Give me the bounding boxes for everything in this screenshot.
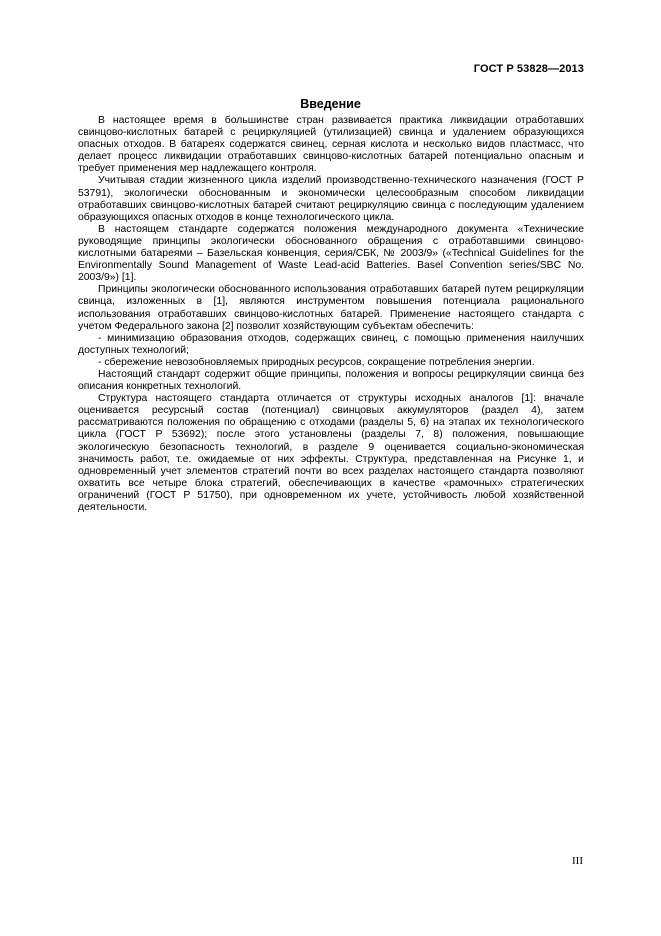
body-text bbox=[78, 115, 584, 514]
paragraph: Учитывая стадии жизненного цикла изделий производственно-технического назначения (ГОСТ Р 53791), экологически обоснованным и экономически целесообразным способом ликвидации отработавших свинцово-кислотных батарей считают рециркуляцию свинца с последующим удалением образующихся опасных отходов в конце технологического цикла. bbox=[78, 175, 584, 223]
paragraph: Принципы экологически обоснованного использования отработавших батарей путем рециркуляции свинца, изложенных в [1], являются инструментом повышения потенциала рационального использования отработавших свинцово-кислотных батарей. Применение настоящего стандарта с учетом Федерального закона [2] позволит хозяйствующим субъектам обеспечить: bbox=[78, 284, 584, 332]
section-title: Введение bbox=[300, 97, 361, 112]
list-item: - минимизацию образования отходов, содержащих свинец, с помощью применения наилучших доступных технологий; bbox=[78, 332, 584, 356]
paragraph: Структура настоящего стандарта отличается от структуры исходных аналогов [1]: вначале оценивается ресурсный состав (потенциал) свинцовых аккумуляторов (раздел 4), затем рассматриваются положения по обращению с отходами (разделы 5, 6) на этапах их технологического цикла (ГОСТ Р 53692); после этого установлены (разделы 7, 8) положения, повышающие экологическую безопасность технологий, в разделе 9 оценивается социально-экономическая значимость работ, т.е. ожидаемые от них эффекты. Структура, представленная на Рисунке 1, и одновременный учет элементов стратегий почти во всех разделах настоящего стандарта позволяют охватить все четыре блока стратегий, обеспечивающих в качестве «рамочных» стратегических ограничений (ГОСТ Р 51750), при одновременном их учете, устойчивость любой хозяйственной деятельности. bbox=[78, 393, 584, 513]
paragraph: В настоящем стандарте содержатся положения международного документа «Технические руководящие принципы экологически обоснованного обращения с отработавшими свинцово-кислотными батареями – Базельская конвенция, серия/СБК, № 2003/9» («Technical Guidelines for the Environmentally Sound Management of Waste Lead-acid Batteries. Basel Convention series/SBC No. 2003/9») [1]. bbox=[78, 223, 584, 284]
list-item: - сбережение невозобновляемых природных ресурсов, сокращение потребления энергии. bbox=[98, 356, 535, 368]
page-number: III bbox=[572, 855, 583, 867]
document-code: ГОСТ Р 53828—2013 bbox=[473, 63, 584, 75]
paragraph: Настоящий стандарт содержит общие принципы, положения и вопросы рециркуляции свинца без описания конкретных технологий. bbox=[78, 368, 584, 393]
paragraph: В настоящее время в большинстве стран развивается практика ликвидации отработавших свинцово-кислотных батарей с рециркуляцией (утилизацией) свинца и удалением образующихся опасных отходов. В батареях содержатся свинец, серная кислота и несколько видов пластмасс, что делает процесс ликвидации отработавших свинцово-кислотных батарей потенциально опасным и требует применения мер надлежащего контроля. bbox=[78, 115, 584, 175]
